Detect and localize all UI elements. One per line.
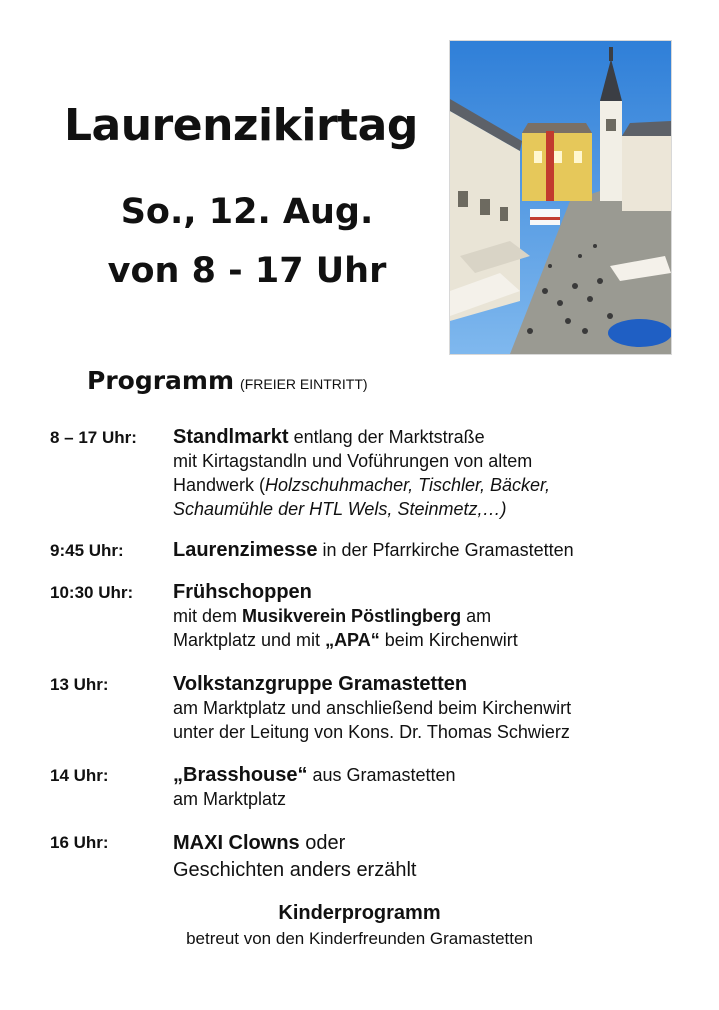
program-item-head: Laurenzimesse (173, 539, 318, 561)
program-item-description: Volkstanzgruppe Gramastetten am Marktplatz und anschließend beim Kirchenwirt unter der Leitung von Kons. Dr. Thomas Schwierz (173, 673, 572, 742)
village-street-photo (449, 40, 672, 355)
program-item-description: „Brasshouse“ aus Gramastetten am Marktplatz (173, 764, 456, 809)
program-item-description: MAXI Clowns oder Geschichten anders erzählt (173, 832, 417, 881)
event-date: So., 12. Aug. (120, 192, 374, 232)
program-item-description: Frühschoppen mit dem Musikverein Pöstlingberg am Marktplatz und mit „APA“ beim Kirchenwirt (173, 581, 518, 650)
program-item-head: Volkstanzgruppe Gramastetten (173, 673, 468, 695)
program-item-head: Frühschoppen (173, 581, 312, 603)
program-item-time: 9:45 Uhr: (50, 541, 124, 560)
program-item-head: „Brasshouse“ (173, 764, 308, 786)
program-title: Programm (87, 366, 235, 395)
program-item-head: MAXI Clowns (173, 832, 300, 854)
kinderprogramm-title: Kinderprogramm (278, 902, 441, 924)
event-time: von 8 - 17 Uhr (107, 251, 387, 291)
kinderprogramm-subtitle: betreut von den Kinderfreunden Gramastetten (186, 929, 533, 948)
village-street-church-photo-icon (450, 41, 671, 354)
program-heading (87, 366, 368, 395)
program-item-time: 8 – 17 Uhr: (50, 428, 137, 447)
program-item-time: 13 Uhr: (50, 675, 109, 694)
program-item-head: Standlmarkt (173, 426, 289, 448)
program-item-time: 14 Uhr: (50, 766, 109, 785)
program-item-time: 10:30 Uhr: (50, 583, 134, 602)
program-item-description: Laurenzimesse in der Pfarrkirche Gramastetten (173, 539, 574, 561)
free-entry-note: (FREIER EINTRITT) (240, 376, 368, 392)
program-item-time: 16 Uhr: (50, 833, 109, 852)
page-title: Laurenzikirtag (64, 100, 418, 151)
program-item-description: Standlmarkt entlang der Marktstraße mit Kirtagstandln und Voführungen von altem Handwerk (Holzschuhmacher, Tischler, Bäcker, Schaumühle der HTL Wels, Steinmetz,…) (173, 426, 550, 519)
